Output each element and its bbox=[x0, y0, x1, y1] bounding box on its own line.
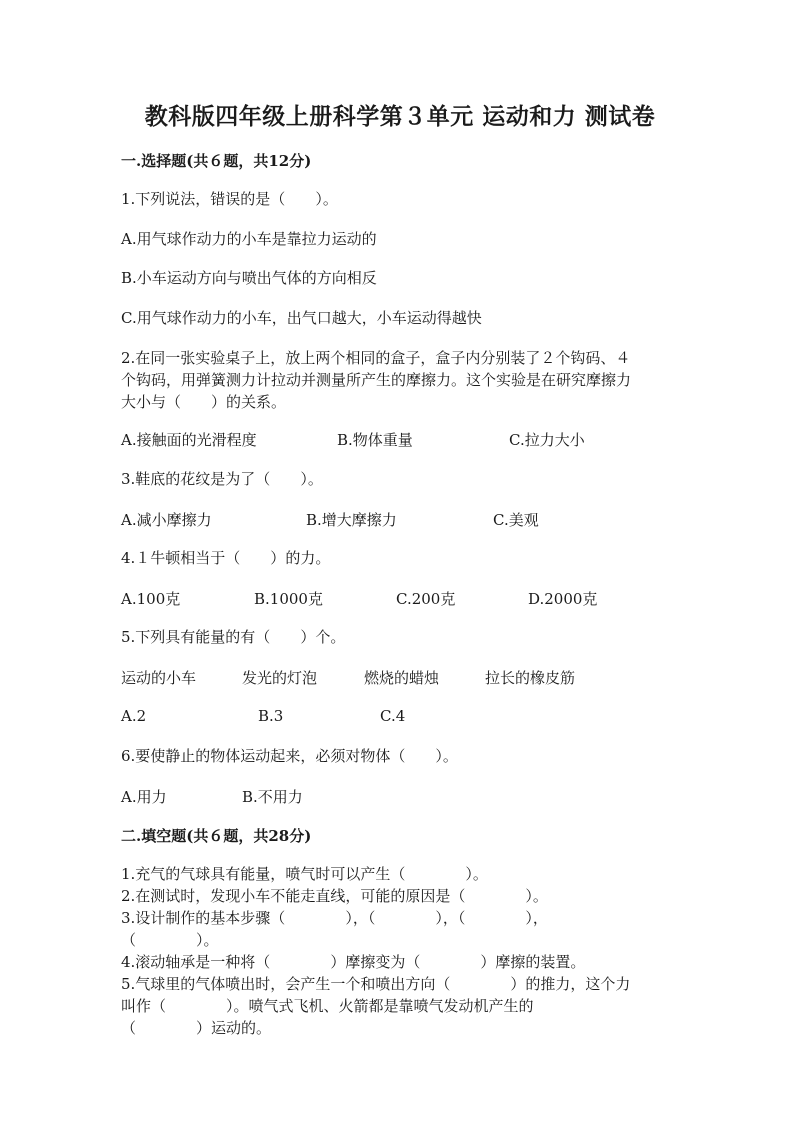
question-5-item: 运动的小车 bbox=[121, 669, 197, 687]
question-6-stem: 6.要使静止的物体运动起来，必须对物体（ ）。 bbox=[121, 747, 458, 765]
fill-question-5-line-2: 叫作（ ）。喷气式飞机、火箭都是靠喷气发动机产生的 bbox=[121, 997, 534, 1015]
question-2-stem-line-2: 个钩码，用弹簧测力计拉动并测量所产生的摩擦力。这个实验是在研究摩擦力 bbox=[121, 371, 632, 389]
question-3-stem: 3.鞋底的花纹是为了（ ）。 bbox=[121, 470, 323, 488]
fill-question-2: 2.在测试时，发现小车不能走直线，可能的原因是（ ）。 bbox=[121, 887, 548, 905]
fill-question-4: 4.滚动轴承是一种将（ ）摩擦变为（ ）摩擦的装置。 bbox=[121, 953, 586, 971]
question-2-option-c: C.拉力大小 bbox=[509, 431, 585, 449]
question-3-option-a: A.减小摩擦力 bbox=[121, 511, 212, 529]
section-heading-choice: 一.选择题(共６题，共12分) bbox=[121, 152, 312, 170]
fill-question-3-line-2: （ ）。 bbox=[121, 931, 219, 949]
question-6-option-a: A.用力 bbox=[121, 788, 167, 806]
question-4-option-b: B.1000克 bbox=[254, 590, 323, 608]
fill-question-1: 1.充气的气球具有能量，喷气时可以产生（ ）。 bbox=[121, 865, 488, 883]
question-2-option-b: B.物体重量 bbox=[337, 431, 413, 449]
question-5-stem: 5.下列具有能量的有（ ）个。 bbox=[121, 628, 346, 646]
question-5-item: 发光的灯泡 bbox=[242, 669, 318, 687]
question-5-item: 拉长的橡皮筋 bbox=[485, 669, 576, 687]
question-2-option-a: A.接触面的光滑程度 bbox=[121, 431, 257, 449]
fill-question-5-line-1: 5.气球里的气体喷出时，会产生一个和喷出方向（ ）的推力，这个力 bbox=[121, 975, 631, 993]
question-5-option-c: C.4 bbox=[380, 707, 406, 725]
question-3-option-b: B.增大摩擦力 bbox=[306, 511, 397, 529]
question-1-option-a: A.用气球作动力的小车是靠拉力运动的 bbox=[121, 230, 377, 248]
question-3-option-c: C.美观 bbox=[493, 511, 539, 529]
question-2-stem-line-3: 大小与（ ）的关系。 bbox=[121, 393, 287, 411]
question-6-option-b: B.不用力 bbox=[242, 788, 303, 806]
question-1-option-b: B.小车运动方向与喷出气体的方向相反 bbox=[121, 269, 377, 287]
question-1-option-c: C.用气球作动力的小车，出气口越大，小车运动得越快 bbox=[121, 309, 482, 327]
question-4-option-c: C.200克 bbox=[396, 590, 456, 608]
question-4-stem: 4.１牛顿相当于（ ）的力。 bbox=[121, 549, 331, 567]
question-5-option-b: B.3 bbox=[258, 707, 284, 725]
question-2-stem-line-1: 2.在同一张实验桌子上，放上两个相同的盒子，盒子内分别装了２个钩码、４ bbox=[121, 349, 631, 367]
question-4-option-a: A.100克 bbox=[121, 590, 181, 608]
fill-question-5-line-3: （ ）运动的。 bbox=[121, 1019, 272, 1037]
question-5-item: 燃烧的蜡烛 bbox=[364, 669, 440, 687]
question-1-stem: 1.下列说法，错误的是（ ）。 bbox=[121, 190, 338, 208]
section-heading-fill-in: 二.填空题(共６题，共28分) bbox=[121, 827, 312, 845]
page-title: 教科版四年级上册科学第３单元 运动和力 测试卷 bbox=[144, 103, 656, 130]
fill-question-3-line-1: 3.设计制作的基本步骤（ ），（ ），（ ）， bbox=[121, 909, 548, 927]
question-5-option-a: A.2 bbox=[121, 707, 147, 725]
question-4-option-d: D.2000克 bbox=[528, 590, 598, 608]
